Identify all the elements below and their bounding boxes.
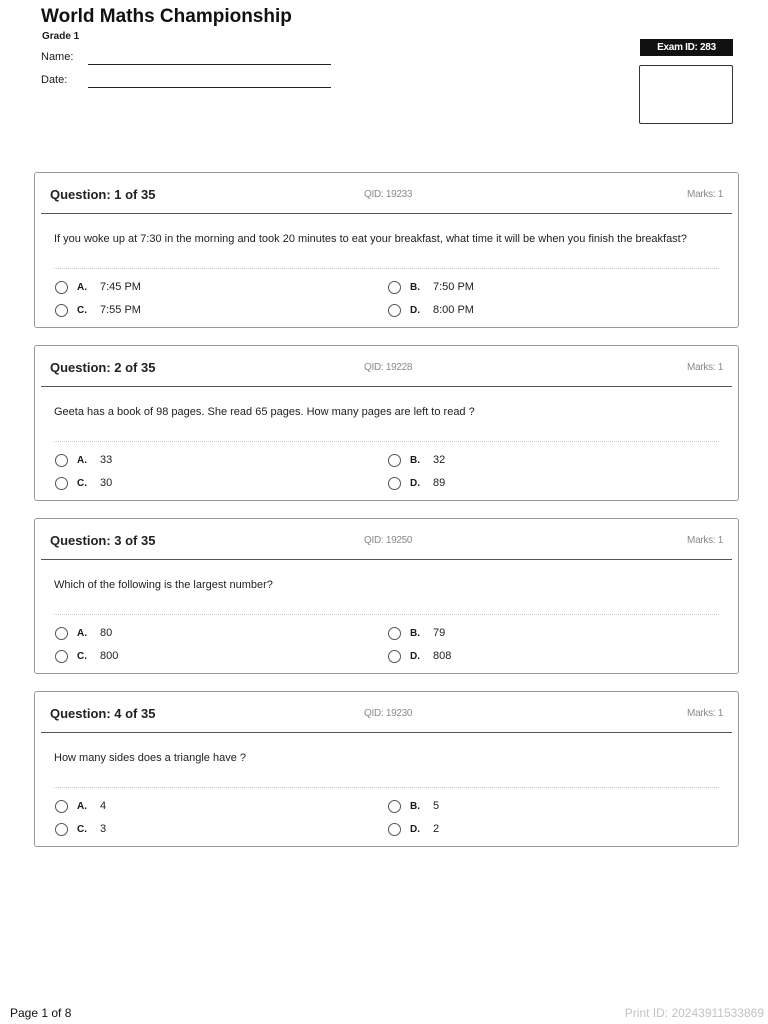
radio-button[interactable]: [55, 477, 68, 490]
question-heading: Question: 4 of 35: [50, 706, 156, 721]
exam-id-badge: Exam ID: 283: [640, 39, 733, 56]
question-id: QID: 19233: [364, 189, 413, 200]
question-card-4: [34, 691, 739, 847]
option-b[interactable]: [388, 625, 445, 641]
question-card-2: [34, 345, 739, 501]
question-card-3: [34, 518, 739, 674]
option-letter: D.: [410, 304, 420, 316]
option-text: 8:00 PM: [433, 304, 474, 316]
divider: [54, 614, 719, 615]
option-text: 7:45 PM: [100, 281, 141, 293]
question-text: How many sides does a triangle have ?: [54, 752, 246, 764]
option-letter: D.: [410, 477, 420, 489]
option-a[interactable]: [55, 279, 141, 295]
option-d[interactable]: [388, 821, 439, 837]
option-text: 30: [100, 477, 113, 489]
option-a[interactable]: [55, 625, 112, 641]
divider: [41, 386, 732, 387]
option-text: 32: [433, 454, 446, 466]
divider: [41, 559, 732, 560]
radio-button[interactable]: [55, 650, 68, 663]
radio-button[interactable]: [388, 627, 401, 640]
page-number: Page 1 of 8: [10, 1006, 72, 1020]
option-letter: B.: [410, 627, 420, 639]
question-text: If you woke up at 7:30 in the morning and took 20 minutes to eat your breakfast, what time it will be when you finish the breakfast?: [54, 233, 687, 245]
question-marks: Marks: 1: [687, 708, 723, 719]
option-letter: C.: [77, 650, 87, 662]
option-b[interactable]: [388, 279, 474, 295]
exam-title: World Maths Championship: [41, 6, 292, 27]
radio-button[interactable]: [55, 281, 68, 294]
option-b[interactable]: [388, 452, 445, 468]
question-marks: Marks: 1: [687, 362, 723, 373]
date-field[interactable]: [88, 87, 331, 88]
divider: [54, 787, 719, 788]
radio-button[interactable]: [388, 281, 401, 294]
radio-button[interactable]: [388, 304, 401, 317]
option-letter: C.: [77, 823, 87, 835]
radio-button[interactable]: [55, 304, 68, 317]
divider: [54, 441, 719, 442]
divider: [41, 732, 732, 733]
option-text: 33: [100, 454, 113, 466]
radio-button[interactable]: [388, 650, 401, 663]
question-heading: Question: 3 of 35: [50, 533, 156, 548]
name-label: Name:: [41, 51, 74, 63]
name-field[interactable]: [88, 64, 331, 65]
option-a[interactable]: [55, 452, 112, 468]
option-c[interactable]: [55, 475, 112, 491]
question-text: Which of the following is the largest number?: [54, 579, 273, 591]
question-text: Geeta has a book of 98 pages. She read 65 pages. How many pages are left to read ?: [54, 406, 475, 418]
print-id: Print ID: 20243911533869: [624, 1006, 764, 1020]
option-b[interactable]: [388, 798, 439, 814]
option-text: 79: [433, 627, 446, 639]
radio-button[interactable]: [55, 823, 68, 836]
option-text: 89: [433, 477, 446, 489]
option-a[interactable]: [55, 798, 106, 814]
option-text: 7:55 PM: [100, 304, 141, 316]
question-marks: Marks: 1: [687, 189, 723, 200]
question-marks: Marks: 1: [687, 535, 723, 546]
option-text: 2: [433, 823, 440, 835]
option-c[interactable]: [55, 821, 106, 837]
radio-button[interactable]: [388, 477, 401, 490]
option-letter: A.: [77, 627, 87, 639]
option-c[interactable]: [55, 648, 118, 664]
option-text: 4: [100, 800, 107, 812]
option-text: 7:50 PM: [433, 281, 474, 293]
option-text: 3: [100, 823, 107, 835]
divider: [54, 268, 719, 269]
option-letter: D.: [410, 823, 420, 835]
option-letter: B.: [410, 281, 420, 293]
option-letter: D.: [410, 650, 420, 662]
option-text: 80: [100, 627, 113, 639]
option-c[interactable]: [55, 302, 141, 318]
option-letter: B.: [410, 454, 420, 466]
question-id: QID: 19230: [364, 708, 413, 719]
option-d[interactable]: [388, 648, 451, 664]
radio-button[interactable]: [55, 454, 68, 467]
option-text: 800: [100, 650, 119, 662]
radio-button[interactable]: [55, 627, 68, 640]
option-text: 5: [433, 800, 440, 812]
option-letter: C.: [77, 304, 87, 316]
radio-button[interactable]: [388, 800, 401, 813]
grade-label: Grade 1: [42, 31, 80, 42]
question-heading: Question: 2 of 35: [50, 360, 156, 375]
option-text: 808: [433, 650, 452, 662]
option-letter: C.: [77, 477, 87, 489]
date-label: Date:: [41, 74, 68, 86]
option-letter: B.: [410, 800, 420, 812]
question-heading: Question: 1 of 35: [50, 187, 156, 202]
radio-button[interactable]: [55, 800, 68, 813]
option-letter: A.: [77, 281, 87, 293]
option-d[interactable]: [388, 475, 445, 491]
question-id: QID: 19250: [364, 535, 413, 546]
option-d[interactable]: [388, 302, 474, 318]
radio-button[interactable]: [388, 823, 401, 836]
option-letter: A.: [77, 800, 87, 812]
score-box: [639, 65, 733, 124]
option-letter: A.: [77, 454, 87, 466]
radio-button[interactable]: [388, 454, 401, 467]
question-id: QID: 19228: [364, 362, 413, 373]
question-card-1: [34, 172, 739, 328]
divider: [41, 213, 732, 214]
